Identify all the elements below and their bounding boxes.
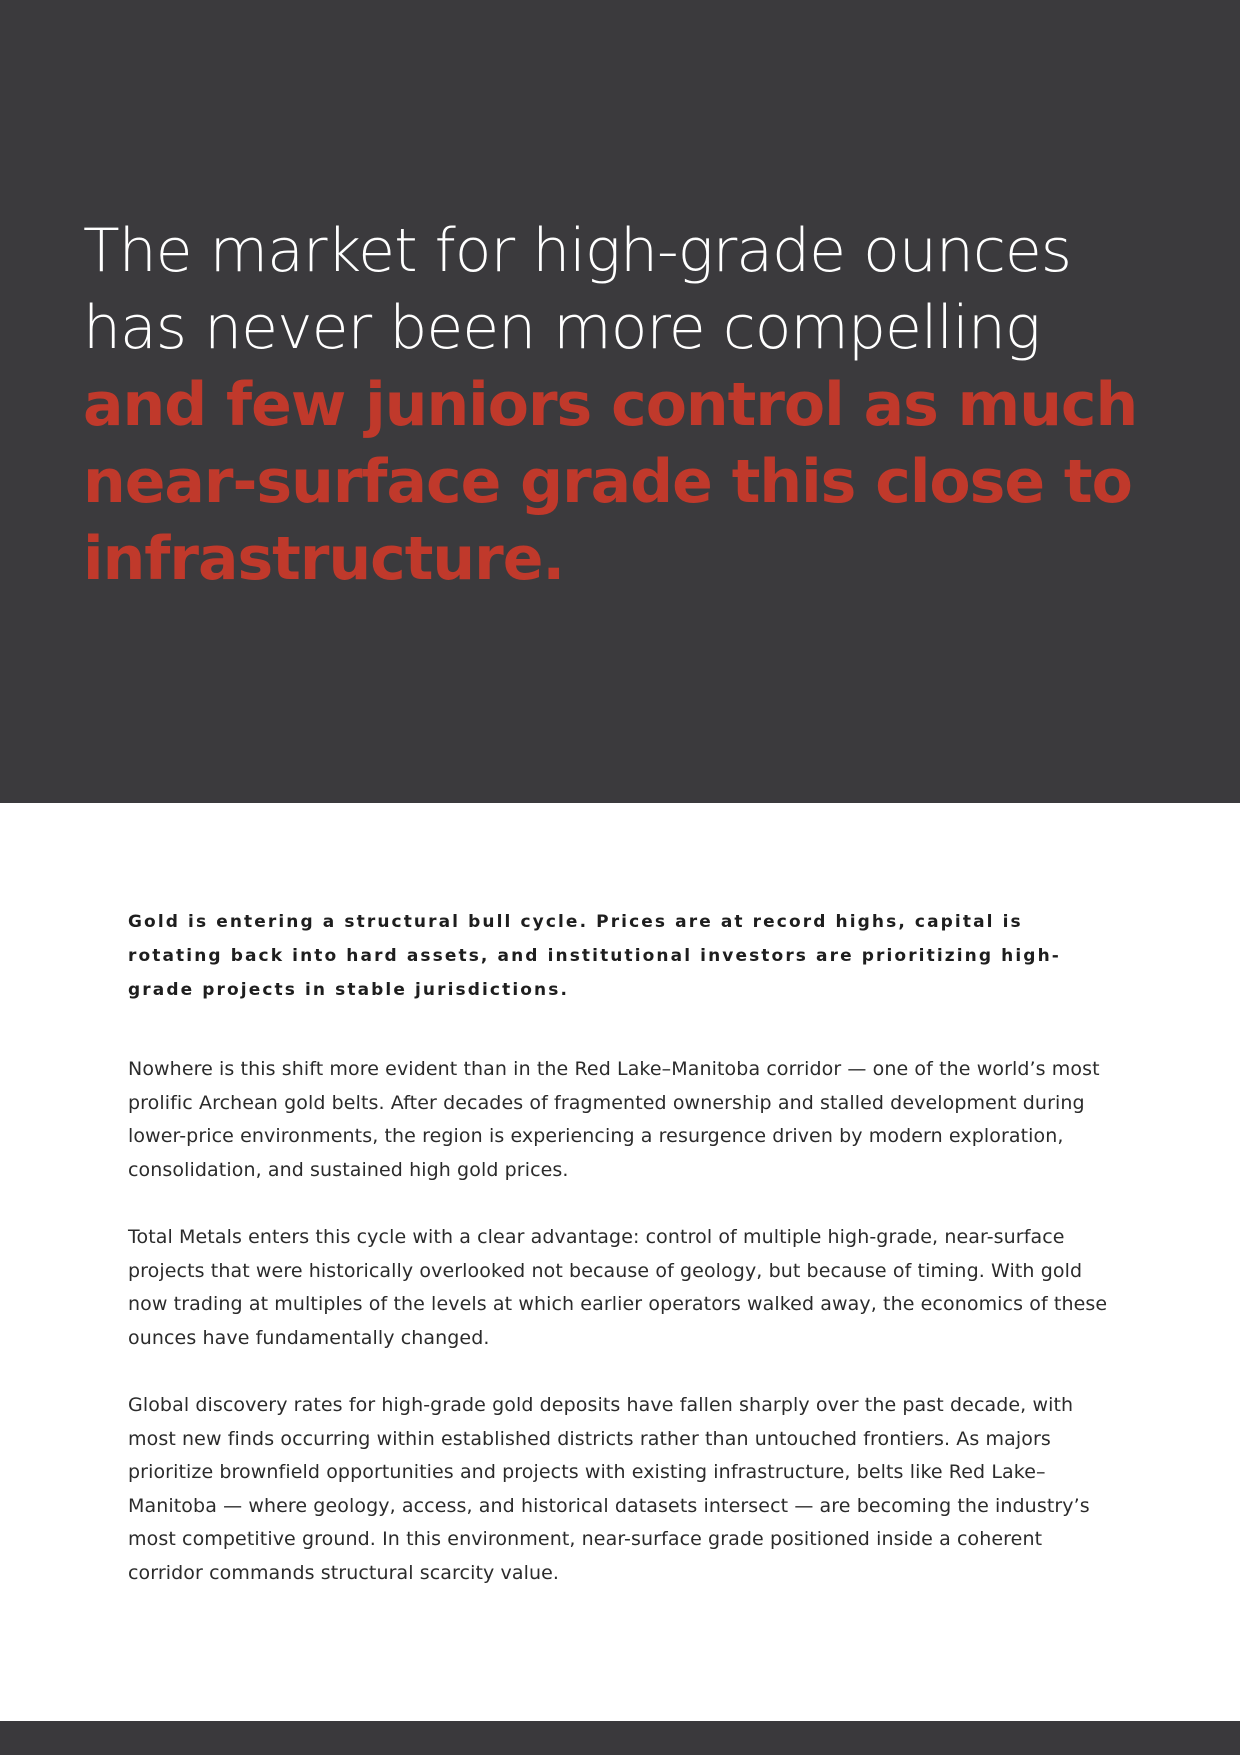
body-content (128, 905, 1118, 1624)
body-paragraph-1: Nowhere is this shift more evident than in the Red Lake–Manitoba corridor — one of the world’s most prolific Archean gold belts. After decades of fragmented ownership and stalled development during lower-price environments, the region is experiencing a resurgence driven by modern exploration, consolidation, and sustained high gold prices. (128, 1058, 1100, 1181)
hero-section (0, 0, 1240, 803)
lead-paragraph: Gold is entering a structural bull cycle. Prices are at record highs, capital is rotating back into hard assets, and institutional investors are prioritizing high-grade projects in stable jurisdictions. (128, 912, 1061, 1000)
footer-bar (0, 1721, 1240, 1755)
hero-headline-accent: and few juniors control as much near-surface grade this close to infrastructure. (83, 370, 1138, 594)
body-paragraph-3: Global discovery rates for high-grade gold deposits have fallen sharply over the past decade, with most new finds occurring within established districts rather than untouched frontiers. As majors prioritize brownfield opportunities and projects with existing infrastructure, belts like Red Lake–Manitoba — where geology, access, and historical datasets intersect — are becoming the industry’s most competitive ground. In this environment, near-surface grade positioned inside a coherent corridor commands structural scarcity value. (128, 1394, 1090, 1584)
body-paragraph-2: Total Metals enters this cycle with a clear advantage: control of multiple high-grade, near-surface projects that were historically overlooked not because of geology, but because of timing. With gold now trading at multiples of the levels at which earlier operators walked away, the economics of these ounces have fundamentally changed. (128, 1226, 1108, 1349)
hero-headline (83, 213, 1143, 598)
hero-headline-light: The market for high-grade ounces has never been more compelling (83, 216, 1072, 363)
